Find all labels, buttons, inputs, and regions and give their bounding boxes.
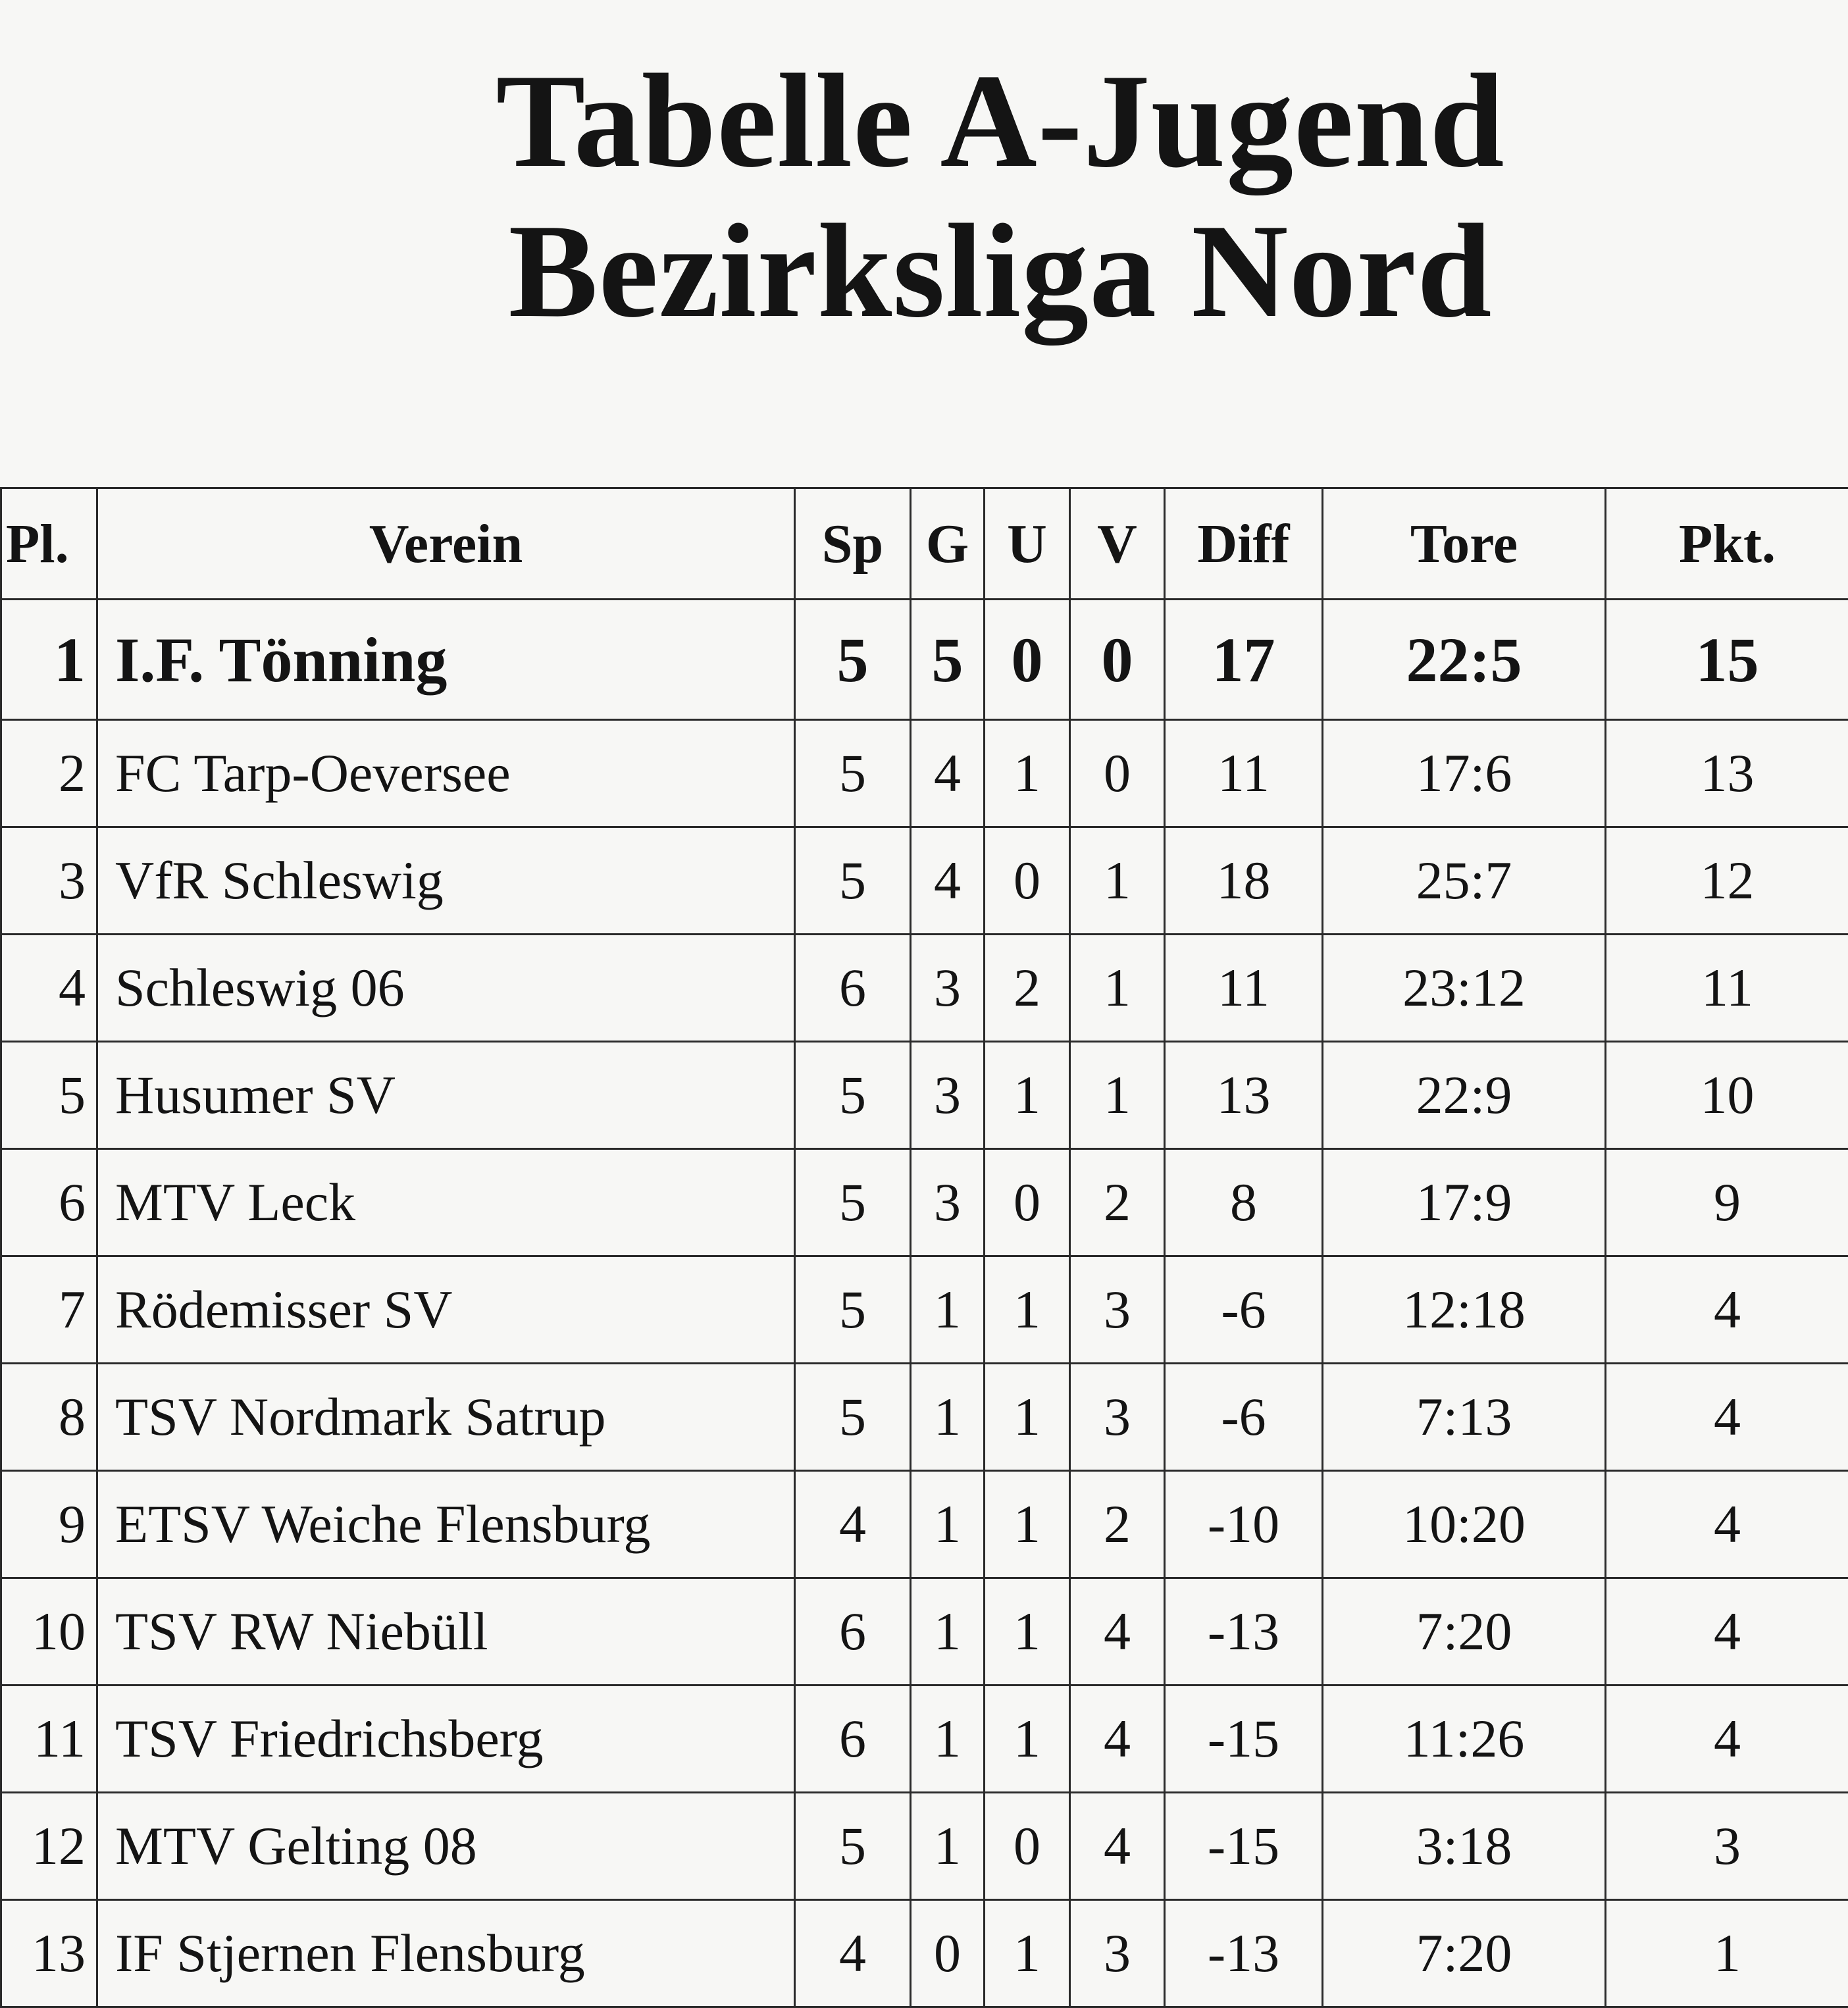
cell-u: 1 [985,720,1070,827]
cell-pkt: 10 [1606,1042,1848,1149]
cell-g: 1 [911,1364,985,1471]
cell-verein: MTV Gelting 08 [97,1793,795,1900]
cell-pl: 6 [1,1149,97,1256]
cell-tore: 23:12 [1323,935,1606,1042]
cell-tore: 22:5 [1323,600,1606,720]
table-row [1,1900,1848,2007]
cell-g: 0 [911,1900,985,2007]
cell-v: 4 [1070,1686,1165,1793]
cell-tore: 7:13 [1323,1364,1606,1471]
cell-verein: ETSV Weiche Flensburg [97,1471,795,1578]
cell-g: 1 [911,1578,985,1686]
cell-sp: 5 [795,1364,911,1471]
cell-pkt: 4 [1606,1364,1848,1471]
cell-v: 4 [1070,1793,1165,1900]
cell-v: 3 [1070,1364,1165,1471]
cell-verein: FC Tarp-Oeversee [97,720,795,827]
cell-pkt: 15 [1606,600,1848,720]
cell-verein: MTV Leck [97,1149,795,1256]
cell-sp: 5 [795,720,911,827]
header-pl: Pl. [1,488,97,600]
cell-diff: -15 [1165,1793,1323,1900]
cell-v: 1 [1070,1042,1165,1149]
cell-g: 3 [911,1042,985,1149]
cell-diff: -13 [1165,1900,1323,2007]
table-row [1,600,1848,720]
cell-g: 1 [911,1471,985,1578]
standings-table [0,487,1848,2008]
cell-pl: 12 [1,1793,97,1900]
cell-diff: -10 [1165,1471,1323,1578]
cell-sp: 4 [795,1900,911,2007]
cell-diff: -6 [1165,1364,1323,1471]
cell-g: 3 [911,935,985,1042]
cell-verein: Husumer SV [97,1042,795,1149]
table-row [1,1256,1848,1364]
cell-diff: -6 [1165,1256,1323,1364]
table-row [1,1471,1848,1578]
cell-pkt: 9 [1606,1149,1848,1256]
header-tore: Tore [1323,488,1606,600]
cell-tore: 22:9 [1323,1042,1606,1149]
cell-diff: 11 [1165,935,1323,1042]
title-line-2: Bezirksliga Nord [0,196,1848,346]
cell-pl: 3 [1,827,97,935]
cell-u: 1 [985,1256,1070,1364]
cell-pl: 4 [1,935,97,1042]
cell-g: 5 [911,600,985,720]
cell-tore: 11:26 [1323,1686,1606,1793]
header-verein: Verein [97,488,795,600]
cell-verein: TSV RW Niebüll [97,1578,795,1686]
table-row [1,1364,1848,1471]
cell-pkt: 3 [1606,1793,1848,1900]
cell-pkt: 4 [1606,1686,1848,1793]
cell-sp: 6 [795,1686,911,1793]
cell-sp: 5 [795,1256,911,1364]
cell-g: 4 [911,827,985,935]
cell-diff: -13 [1165,1578,1323,1686]
cell-v: 3 [1070,1900,1165,2007]
cell-pkt: 12 [1606,827,1848,935]
table-row [1,1793,1848,1900]
cell-g: 1 [911,1793,985,1900]
cell-verein: VfR Schleswig [97,827,795,935]
cell-pl: 13 [1,1900,97,2007]
cell-verein: Schleswig 06 [97,935,795,1042]
cell-sp: 5 [795,1793,911,1900]
header-g: G [911,488,985,600]
header-u: U [985,488,1070,600]
table-row [1,1578,1848,1686]
cell-u: 1 [985,1042,1070,1149]
header-diff: Diff [1165,488,1323,600]
table-row [1,1149,1848,1256]
cell-g: 3 [911,1149,985,1256]
cell-tore: 17:9 [1323,1149,1606,1256]
cell-pl: 2 [1,720,97,827]
cell-sp: 6 [795,935,911,1042]
table-row [1,720,1848,827]
cell-v: 2 [1070,1471,1165,1578]
cell-u: 0 [985,1793,1070,1900]
cell-g: 1 [911,1686,985,1793]
cell-sp: 5 [795,1042,911,1149]
cell-g: 1 [911,1256,985,1364]
cell-tore: 25:7 [1323,827,1606,935]
cell-pkt: 4 [1606,1256,1848,1364]
cell-v: 4 [1070,1578,1165,1686]
cell-pkt: 1 [1606,1900,1848,2007]
cell-verein: Rödemisser SV [97,1256,795,1364]
cell-sp: 5 [795,827,911,935]
cell-diff: 18 [1165,827,1323,935]
cell-verein: I.F. Tönning [97,600,795,720]
cell-pl: 1 [1,600,97,720]
cell-sp: 6 [795,1578,911,1686]
header-v: V [1070,488,1165,600]
cell-diff: -15 [1165,1686,1323,1793]
cell-u: 0 [985,600,1070,720]
cell-diff: 17 [1165,600,1323,720]
table-row [1,1042,1848,1149]
table-row [1,935,1848,1042]
cell-g: 4 [911,720,985,827]
cell-diff: 13 [1165,1042,1323,1149]
cell-verein: TSV Friedrichsberg [97,1686,795,1793]
cell-pkt: 13 [1606,720,1848,827]
cell-pl: 7 [1,1256,97,1364]
cell-u: 1 [985,1578,1070,1686]
cell-verein: TSV Nordmark Satrup [97,1364,795,1471]
cell-diff: 8 [1165,1149,1323,1256]
cell-pkt: 4 [1606,1578,1848,1686]
cell-u: 0 [985,1149,1070,1256]
cell-tore: 7:20 [1323,1900,1606,2007]
cell-v: 0 [1070,600,1165,720]
cell-sp: 4 [795,1471,911,1578]
cell-u: 2 [985,935,1070,1042]
cell-pl: 9 [1,1471,97,1578]
cell-sp: 5 [795,600,911,720]
page-title [0,46,1848,346]
cell-u: 1 [985,1686,1070,1793]
cell-pkt: 4 [1606,1471,1848,1578]
header-pkt: Pkt. [1606,488,1848,600]
header-sp: Sp [795,488,911,600]
cell-verein: IF Stjernen Flensburg [97,1900,795,2007]
cell-tore: 3:18 [1323,1793,1606,1900]
cell-u: 1 [985,1364,1070,1471]
cell-pl: 8 [1,1364,97,1471]
cell-pl: 11 [1,1686,97,1793]
cell-diff: 11 [1165,720,1323,827]
title-line-1: Tabelle A-Jugend [0,46,1848,196]
table-header-row [1,488,1848,600]
cell-pl: 10 [1,1578,97,1686]
cell-sp: 5 [795,1149,911,1256]
cell-u: 0 [985,827,1070,935]
table-row [1,1686,1848,1793]
cell-u: 1 [985,1471,1070,1578]
cell-pl: 5 [1,1042,97,1149]
cell-v: 3 [1070,1256,1165,1364]
cell-u: 1 [985,1900,1070,2007]
cell-v: 2 [1070,1149,1165,1256]
cell-tore: 10:20 [1323,1471,1606,1578]
cell-tore: 12:18 [1323,1256,1606,1364]
cell-tore: 17:6 [1323,720,1606,827]
cell-tore: 7:20 [1323,1578,1606,1686]
cell-v: 0 [1070,720,1165,827]
table-row [1,827,1848,935]
cell-pkt: 11 [1606,935,1848,1042]
cell-v: 1 [1070,827,1165,935]
cell-v: 1 [1070,935,1165,1042]
